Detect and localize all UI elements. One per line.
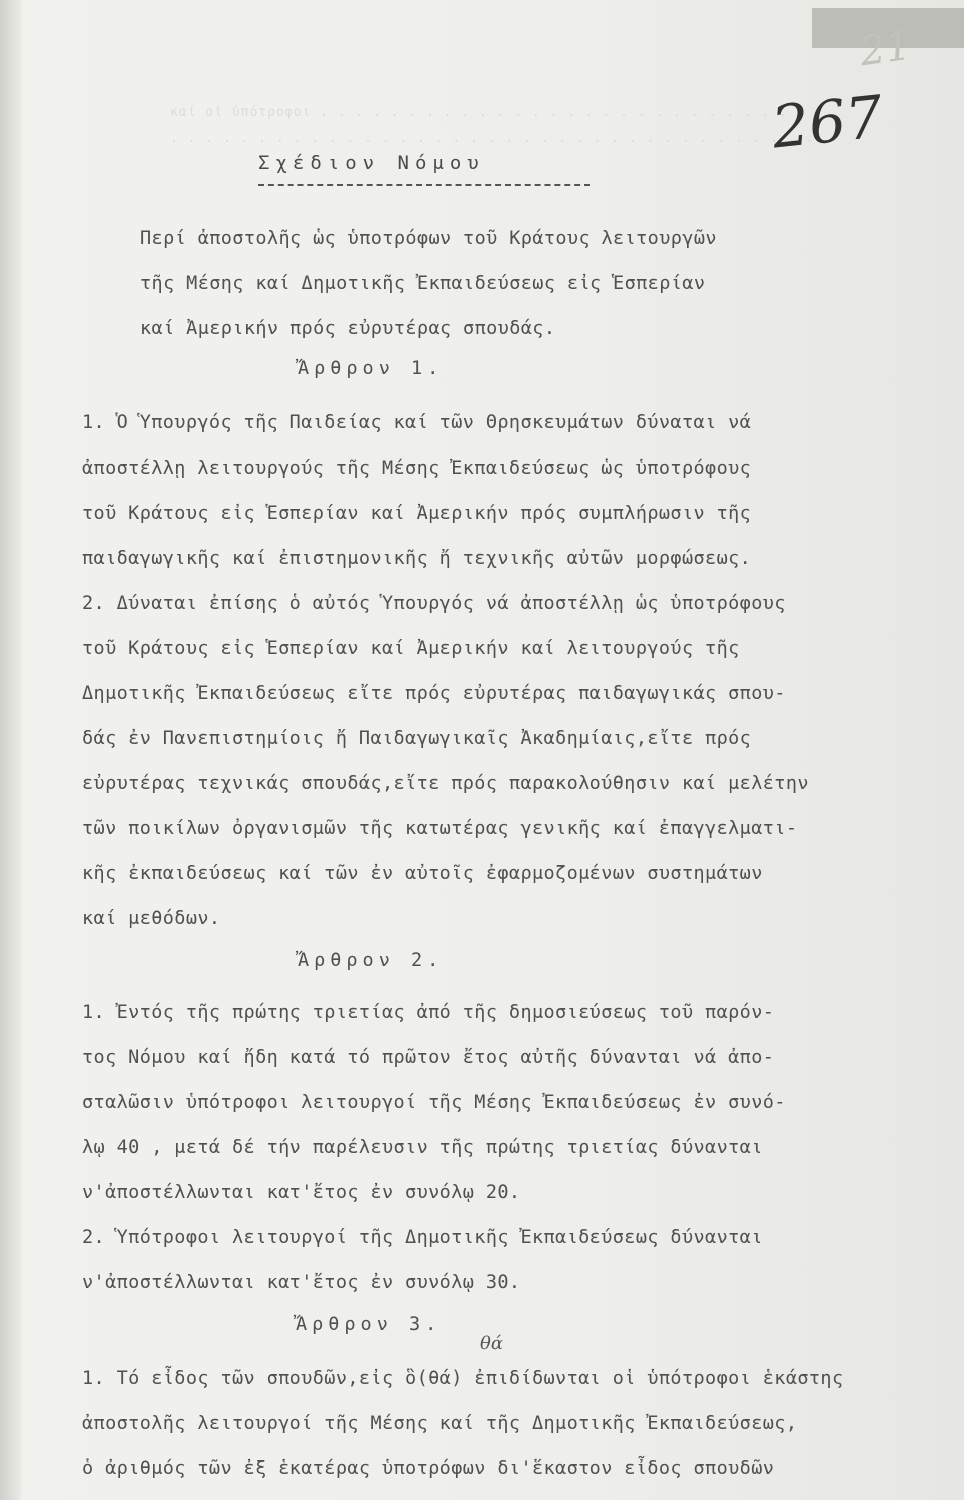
subject-line: Περί ἀποστολῆς ὡς ὑποτρόφων τοῦ Κράτους λειτουργῶν xyxy=(140,228,717,249)
article-2-line: ν'ἀποστέλλωνται κατ'ἔτος ἐν συνόλῳ 30. xyxy=(82,1272,521,1293)
article-3-line: 1. Τό εἶδος τῶν σπουδῶν,εἰς ὃ(θά) ἐπιδίδωνται οἱ ὑπότροφοι ἑκάστης xyxy=(82,1368,844,1389)
article-1-line: κῆς ἐκπαιδεύσεως καί τῶν ἐν αὐτοῖς ἐφαρμοζομένων συστημάτων xyxy=(82,863,763,884)
article-1-line: Δημοτικῆς Ἐκπαιδεύσεως εἴτε πρός εὐρυτέρας παιδαγωγικάς σπου- xyxy=(82,683,786,704)
article-2-line: λῳ 40 , μετά δέ τήν παρέλευσιν τῆς πρώτης τριετίας δύνανται xyxy=(82,1137,763,1158)
faint-page-number: 21 xyxy=(857,22,914,76)
article-2-line: ν'ἀποστέλλωνται κατ'ἔτος ἐν συνόλῳ 20. xyxy=(82,1182,521,1203)
handwritten-page-number: 267 xyxy=(768,82,886,162)
article-2-line: σταλῶσιν ὑπότροφοι λειτουργοί τῆς Μέσης Ἐκπαιδεύσεως ἐν συνό- xyxy=(82,1092,786,1113)
article-3-line: ἀποστολῆς λειτουργοί τῆς Μέσης καί τῆς Δημοτικῆς Ἐκπαιδεύσεως, xyxy=(82,1413,798,1434)
article-2-line: 2. Ὑπότροφοι λειτουργοί τῆς Δημοτικῆς Ἐκπαιδεύσεως δύνανται xyxy=(82,1227,763,1248)
article-1-line: τῶν ποικίλων ὀργανισμῶν τῆς κατωτέρας γενικῆς καί ἐπαγγελματι- xyxy=(82,818,798,839)
title-underline xyxy=(258,184,590,186)
article-3-heading: Ἄρθρον 3. xyxy=(296,1314,442,1335)
subject-line: καί Ἀμερικήν πρός εὐρυτέρας σπουδάς. xyxy=(140,318,556,339)
article-1-heading: Ἄρθρον 1. xyxy=(298,358,444,379)
article-1-line: καί μεθόδων. xyxy=(82,908,221,929)
article-1-line: εὐρυτέρας τεχνικάς σπουδάς,εἴτε πρός παρακολούθησιν καί μελέτην xyxy=(82,773,809,794)
subject-line: τῆς Μέσης καί Δημοτικῆς Ἐκπαιδεύσεως εἰς Ἑσπερίαν xyxy=(140,273,706,294)
page-left-edge xyxy=(0,0,22,1500)
article-1-line: 1. Ὁ Ὑπουργός τῆς Παιδείας καί τῶν Θρησκευμάτων δύναται νά xyxy=(82,412,752,433)
article-2-line: 1. Ἐντός τῆς πρώτης τριετίας ἀπό τῆς δημοσιεύσεως τοῦ παρόν- xyxy=(82,1002,775,1023)
article-1-line: 2. Δύναται ἐπίσης ὁ αὐτός Ὑπουργός νά ἀποστέλλῃ ὡς ὑποτρόφους xyxy=(82,593,786,614)
article-2-heading: Ἄρθρον 2. xyxy=(298,950,444,971)
article-1-line: τοῦ Κράτους εἰς Ἑσπερίαν καί Ἀμερικήν πρός συμπλήρωσιν τῆς xyxy=(82,503,752,524)
article-2-line: τος Νόμου καί ἤδη κατά τό πρῶτον ἔτος αὐτῆς δύνανται νά ἀπο- xyxy=(82,1047,775,1068)
article-1-line: παιδαγωγικῆς καί ἐπιστημονικῆς ἤ τεχνικῆς αὐτῶν μορφώσεως. xyxy=(82,548,752,569)
bleed-through-text: καί οἱ ὑπότροφοι . . . . . . . . . . . . . . . . . . . . . . . . . . . . . . . . . . . . . . . . . . . . . . . . . . . . . . . . . . . . . . . . . xyxy=(170,105,815,146)
article-3-line: ὁ ἀριθμός τῶν ἐξ ἑκατέρας ὑποτρόφων δι'ἕκαστον εἶδος σπουδῶν xyxy=(82,1458,775,1479)
article-1-line: ἀποστέλλῃ λειτουργούς τῆς Μέσης Ἐκπαιδεύσεως ὡς ὑποτρόφους xyxy=(82,458,752,479)
document-title: Σχέδιον Νόμου xyxy=(258,152,485,174)
handwritten-insertion: θά xyxy=(480,1333,503,1354)
article-1-line: δάς ἐν Πανεπιστημίοις ἤ Παιδαγωγικαῖς Ἀκαδημίαις,εἴτε πρός xyxy=(82,728,752,749)
article-1-line: τοῦ Κράτους εἰς Ἑσπερίαν καί Ἀμερικήν καί λειτουργούς τῆς xyxy=(82,638,740,659)
